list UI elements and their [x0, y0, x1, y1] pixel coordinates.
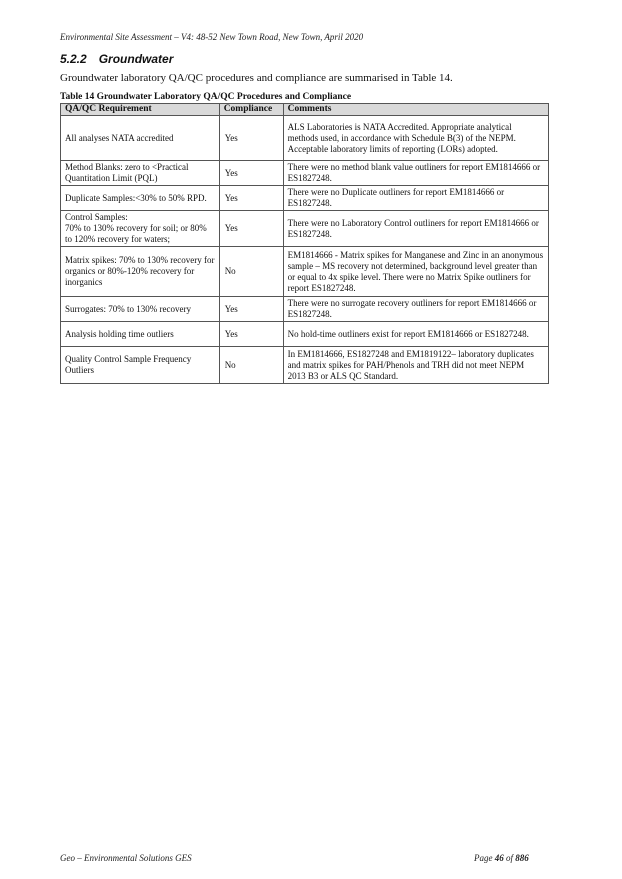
requirement-cell: All analyses NATA accredited [61, 116, 220, 161]
page-of: of [506, 853, 514, 863]
qaqc-table [60, 103, 549, 384]
comments-cell: There were no Duplicate outliners for report EM1814666 or ES1827248. [283, 186, 548, 211]
section-heading [60, 52, 173, 66]
section-title: Groundwater [98, 52, 174, 66]
comments-cell: EM1814666 - Matrix spikes for Manganese and Zinc in an anonymous sample – MS recovery not determined, background level greater than or equal to 4x spike level. There were no Matrix Spike outliners for report ES1827248. [283, 247, 548, 297]
compliance-cell: Yes [219, 186, 283, 211]
compliance-cell: Yes [219, 161, 283, 186]
running-header: Environmental Site Assessment – V4: 48-52 New Town Road, New Town, April 2020 [60, 32, 364, 42]
page-total: 886 [515, 853, 529, 863]
section-number: 5.2.2 [60, 52, 87, 66]
table-row [61, 186, 549, 211]
page-prefix: Page [474, 853, 493, 863]
requirement-cell: Control Samples: 70% to 130% recovery for soil; or 80% to 120% recovery for waters; [61, 211, 220, 247]
compliance-cell: Yes [219, 116, 283, 161]
comments-cell: In EM1814666, ES1827248 and EM1819122– laboratory duplicates and matrix spikes for PAH/Phenols and TRH did not meet NEPM 2013 B3 or ALS QC Standard. [283, 347, 548, 384]
requirement-cell: Quality Control Sample Frequency Outliers [61, 347, 220, 384]
footer-company: Geo – Environmental Solutions GES [60, 853, 192, 863]
page-current: 46 [494, 853, 504, 863]
requirement-cell: Surrogates: 70% to 130% recovery [61, 297, 220, 322]
table-row [61, 322, 549, 347]
compliance-cell: Yes [219, 211, 283, 247]
comments-cell: There were no Laboratory Control outliners for report EM1814666 or ES1827248. [283, 211, 548, 247]
table-row [61, 297, 549, 322]
compliance-cell: Yes [219, 322, 283, 347]
comments-cell: ALS Laboratories is NATA Accredited. Appropriate analytical methods used, in accordance with Schedule B(3) of the NEPM. Acceptable laboratory limits of reporting (LORs) adopted. [283, 116, 548, 161]
table-header-row [61, 104, 549, 116]
column-header-requirement: QA/QC Requirement [61, 104, 220, 116]
page-number [474, 853, 529, 863]
table-row [61, 161, 549, 186]
requirement-cell: Analysis holding time outliers [61, 322, 220, 347]
table-row [61, 116, 549, 161]
requirement-cell: Duplicate Samples:<30% to 50% RPD. [61, 186, 220, 211]
requirement-cell: Method Blanks: zero to <Practical Quantitation Limit (PQL) [61, 161, 220, 186]
column-header-comments: Comments [283, 104, 548, 116]
table-row [61, 347, 549, 384]
comments-cell: There were no method blank value outliners for report EM1814666 or ES1827248. [283, 161, 548, 186]
comments-cell: No hold-time outliners exist for report EM1814666 or ES1827248. [283, 322, 548, 347]
compliance-cell: Yes [219, 297, 283, 322]
column-header-compliance: Compliance [219, 104, 283, 116]
compliance-cell: No [219, 347, 283, 384]
table-caption: Table 14 Groundwater Laboratory QA/QC Procedures and Compliance [60, 92, 352, 102]
section-intro: Groundwater laboratory QA/QC procedures and compliance are summarised in Table 14. [60, 72, 453, 84]
table-row [61, 211, 549, 247]
compliance-cell: No [219, 247, 283, 297]
requirement-cell: Matrix spikes: 70% to 130% recovery for organics or 80%-120% recovery for inorganics [61, 247, 220, 297]
table-row [61, 247, 549, 297]
comments-cell: There were no surrogate recovery outliners for report EM1814666 or ES1827248. [283, 297, 548, 322]
